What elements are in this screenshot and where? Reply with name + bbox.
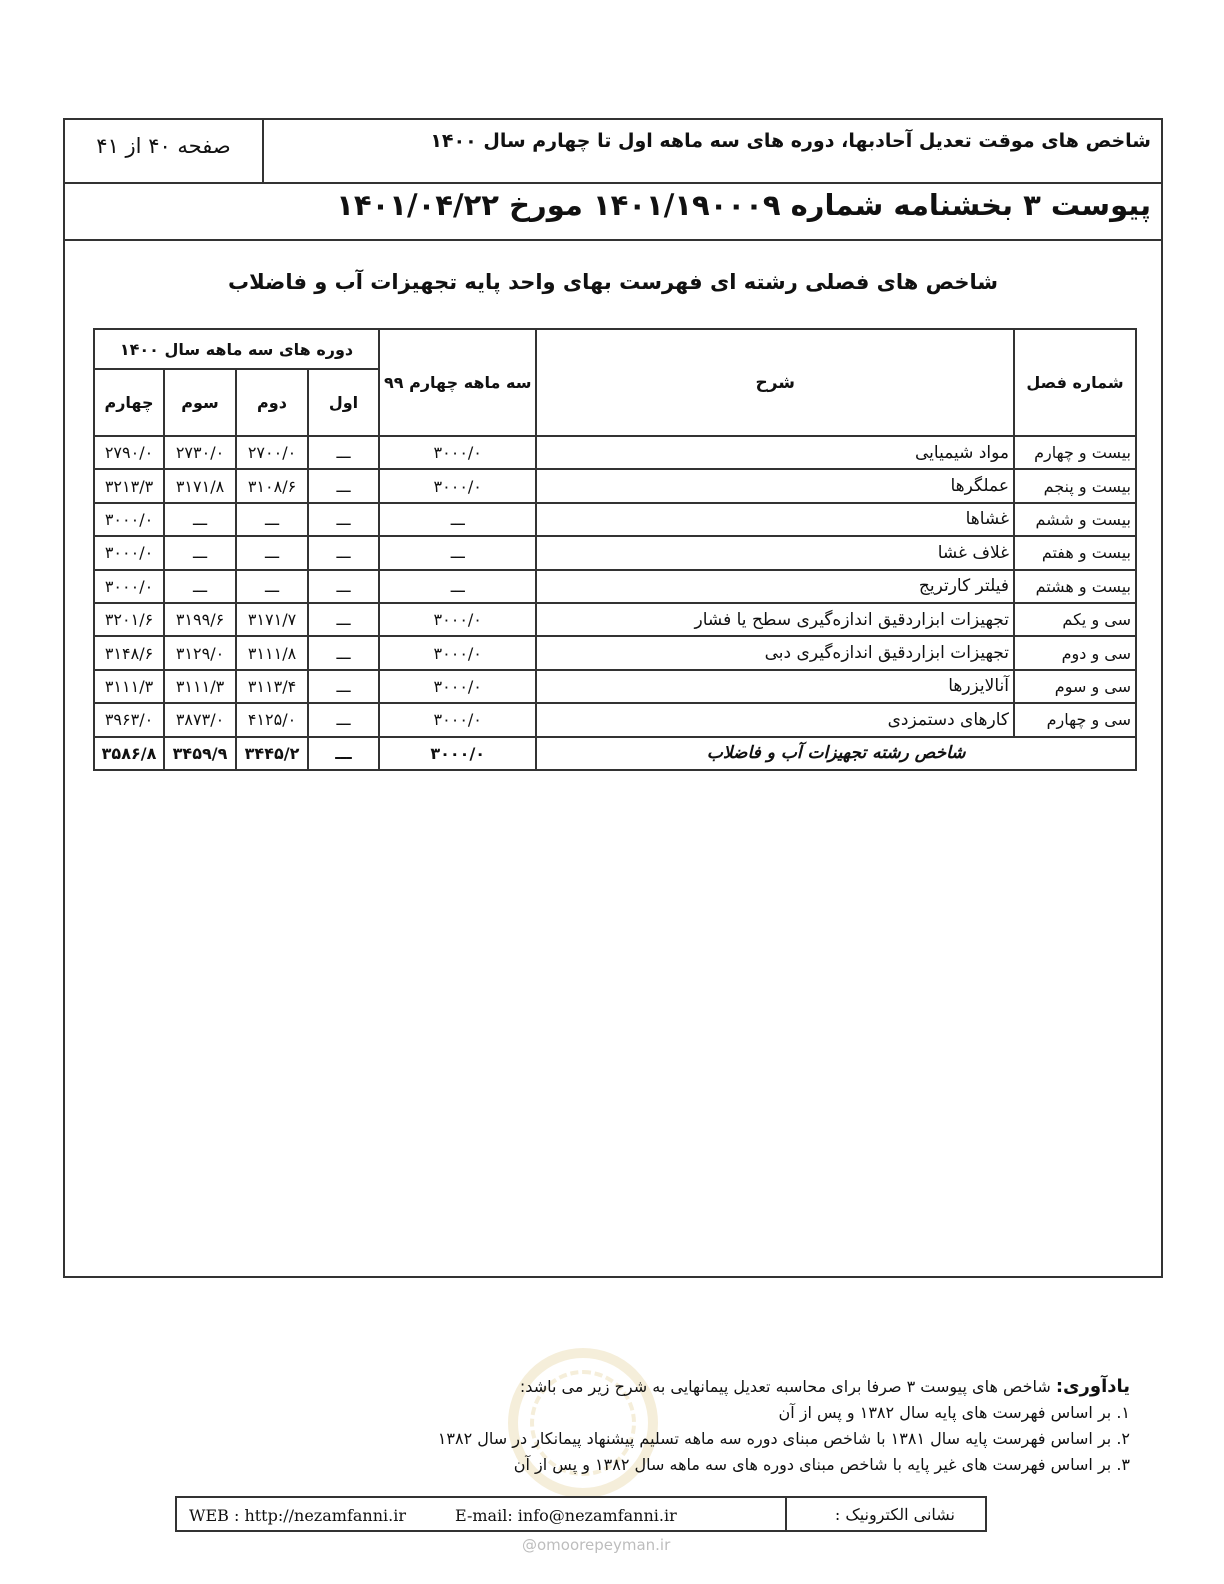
- q2-cell: ۳۱۷۱/۷: [236, 603, 308, 636]
- contact-label: نشانی الکترونیک :: [785, 1498, 985, 1530]
- contact-box: [175, 1496, 987, 1532]
- header-section-no: شماره فصل: [1014, 329, 1136, 436]
- section-cell: سی و چهارم: [1014, 703, 1136, 736]
- header-q3: سوم: [164, 369, 236, 436]
- q3-cell: ـــ: [164, 536, 236, 569]
- notes-label: یادآوری:: [1055, 1376, 1130, 1397]
- q1-cell: ـــ: [308, 737, 379, 770]
- q3-cell: ۲۷۳۰/۰: [164, 436, 236, 469]
- description-cell: مواد شیمیایی: [536, 436, 1014, 469]
- q1-cell: ـــ: [308, 536, 379, 569]
- q3-cell: ۳۱۹۹/۶: [164, 603, 236, 636]
- description-cell: عملگرها: [536, 469, 1014, 502]
- description-cell: تجهیزات ابزاردقیق اندازه‌گیری سطح یا فشار: [536, 603, 1014, 636]
- description-cell: غلاف غشا: [536, 536, 1014, 569]
- q3-cell: ـــ: [164, 503, 236, 536]
- description-cell: آنالایزرها: [536, 670, 1014, 703]
- header-q2: دوم: [236, 369, 308, 436]
- base-cell: ۳۰۰۰/۰: [379, 469, 536, 502]
- header-period-group: دوره های سه ماهه سال ۱۴۰۰: [94, 329, 379, 369]
- notes-intro-line: [438, 1374, 1130, 1400]
- q1-cell: ـــ: [308, 436, 379, 469]
- base-cell: ۳۰۰۰/۰: [379, 436, 536, 469]
- table-row: [94, 503, 1136, 536]
- q2-cell: ۳۴۴۵/۲: [236, 737, 308, 770]
- q4-cell: ۳۲۱۳/۳: [94, 469, 164, 502]
- header-q4: چهارم: [94, 369, 164, 436]
- q4-cell: ۳۱۱۱/۳: [94, 670, 164, 703]
- q2-cell: ـــ: [236, 570, 308, 603]
- base-cell: ۳۰۰۰/۰: [379, 737, 536, 770]
- page-number-cell: [65, 120, 264, 182]
- q2-cell: ۴۱۲۵/۰: [236, 703, 308, 736]
- q4-cell: ۳۱۴۸/۶: [94, 636, 164, 669]
- q1-cell: ـــ: [308, 469, 379, 502]
- section-cell: بیست و پنجم: [1014, 469, 1136, 502]
- table-row: [94, 436, 1136, 469]
- index-table: [93, 328, 1137, 771]
- section-cell: بیست و ششم: [1014, 503, 1136, 536]
- total-row: [94, 737, 1136, 770]
- header-row: [65, 120, 1161, 184]
- q3-cell: ۳۸۷۳/۰: [164, 703, 236, 736]
- q1-cell: ـــ: [308, 636, 379, 669]
- section-cell: سی و سوم: [1014, 670, 1136, 703]
- table-row: [94, 703, 1136, 736]
- q3-cell: ۳۱۱۱/۳: [164, 670, 236, 703]
- section-cell: بیست و چهارم: [1014, 436, 1136, 469]
- q4-cell: ۳۰۰۰/۰: [94, 536, 164, 569]
- base-cell: ۳۰۰۰/۰: [379, 670, 536, 703]
- section-cell: بیست و هفتم: [1014, 536, 1136, 569]
- table-row: [94, 536, 1136, 569]
- q2-cell: ۳۱۱۱/۸: [236, 636, 308, 669]
- total-description: شاخص رشته تجهیزات آب و فاضلاب: [536, 737, 1136, 770]
- description-cell: کارهای دستمزدی: [536, 703, 1014, 736]
- q2-cell: ۲۷۰۰/۰: [236, 436, 308, 469]
- q2-cell: ۳۱۰۸/۶: [236, 469, 308, 502]
- q4-cell: ۳۹۶۳/۰: [94, 703, 164, 736]
- table-row: [94, 603, 1136, 636]
- description-cell: فیلتر کارتریج: [536, 570, 1014, 603]
- table-row: [94, 670, 1136, 703]
- q2-cell: ـــ: [236, 536, 308, 569]
- q4-cell: ۲۷۹۰/۰: [94, 436, 164, 469]
- email-link[interactable]: E-mail: info@nezamfanni.ir: [455, 1506, 677, 1525]
- header-description: شرح: [536, 329, 1014, 436]
- q4-cell: ۳۰۰۰/۰: [94, 503, 164, 536]
- note-item: ۱. بر اساس فهرست های پایه سال ۱۳۸۲ و پس از آن: [778, 1403, 1130, 1422]
- q1-cell: ـــ: [308, 503, 379, 536]
- q2-cell: ـــ: [236, 503, 308, 536]
- table-row: [94, 469, 1136, 502]
- q3-cell: ۳۱۲۹/۰: [164, 636, 236, 669]
- section-cell: بیست و هشتم: [1014, 570, 1136, 603]
- watermark-text: @omoorepeyman.ir: [522, 1536, 671, 1554]
- section-cell: سی و یکم: [1014, 603, 1136, 636]
- q1-cell: ـــ: [308, 670, 379, 703]
- q2-cell: ۳۱۱۳/۴: [236, 670, 308, 703]
- website-link[interactable]: WEB : http://nezamfanni.ir: [189, 1506, 406, 1525]
- header-base-period: سه ماهه چهارم ۹۹: [379, 329, 536, 436]
- header-q1: اول: [308, 369, 379, 436]
- section-cell: سی و دوم: [1014, 636, 1136, 669]
- q1-cell: ـــ: [308, 603, 379, 636]
- document-frame: [63, 118, 1163, 1278]
- q1-cell: ـــ: [308, 570, 379, 603]
- q4-cell: ۳۰۰۰/۰: [94, 570, 164, 603]
- notes: [438, 1374, 1130, 1478]
- note-item: ۳. بر اساس فهرست های غیر پایه با شاخص مبنای دوره های سه ماهه سال ۱۳۸۲ و پس از آن: [513, 1455, 1130, 1474]
- q1-cell: ـــ: [308, 703, 379, 736]
- circular-row: [65, 182, 1161, 241]
- base-cell: ـــ: [379, 570, 536, 603]
- document-title: شاخص های موقت تعدیل آحادبها، دوره های سه ماهه اول تا چهارم سال ۱۴۰۰: [430, 130, 1151, 152]
- section-title: شاخص های فصلی رشته ای فهرست بهای واحد پایه تجهیزات آب و فاضلاب: [228, 270, 998, 294]
- q3-cell: ۳۴۵۹/۹: [164, 737, 236, 770]
- page-number: صفحه ۴۰ از ۴۱: [96, 134, 231, 158]
- notes-intro: شاخص های پیوست ۳ صرفا برای محاسبه تعدیل پیمانهایی به شرح زیر می باشد:: [519, 1377, 1051, 1396]
- note-item: ۲. بر اساس فهرست پایه سال ۱۳۸۱ با شاخص مبنای دوره سه ماهه تسلیم پیشنهاد پیمانکار در سال ۱۳۸۲: [437, 1429, 1130, 1448]
- q3-cell: ۳۱۷۱/۸: [164, 469, 236, 502]
- q3-cell: ـــ: [164, 570, 236, 603]
- description-cell: غشاها: [536, 503, 1014, 536]
- q4-cell: ۳۲۰۱/۶: [94, 603, 164, 636]
- base-cell: ـــ: [379, 536, 536, 569]
- q4-cell: ۳۵۸۶/۸: [94, 737, 164, 770]
- description-cell: تجهیزات ابزاردقیق اندازه‌گیری دبی: [536, 636, 1014, 669]
- table-row: [94, 570, 1136, 603]
- base-cell: ـــ: [379, 503, 536, 536]
- table-row: [94, 636, 1136, 669]
- base-cell: ۳۰۰۰/۰: [379, 636, 536, 669]
- circular-title: پیوست ۳ بخشنامه شماره ۱۴۰۱/۱۹۰۰۰۹ مورخ ۱۴۰۱/۰۴/۲۲: [336, 188, 1151, 222]
- base-cell: ۳۰۰۰/۰: [379, 703, 536, 736]
- base-cell: ۳۰۰۰/۰: [379, 603, 536, 636]
